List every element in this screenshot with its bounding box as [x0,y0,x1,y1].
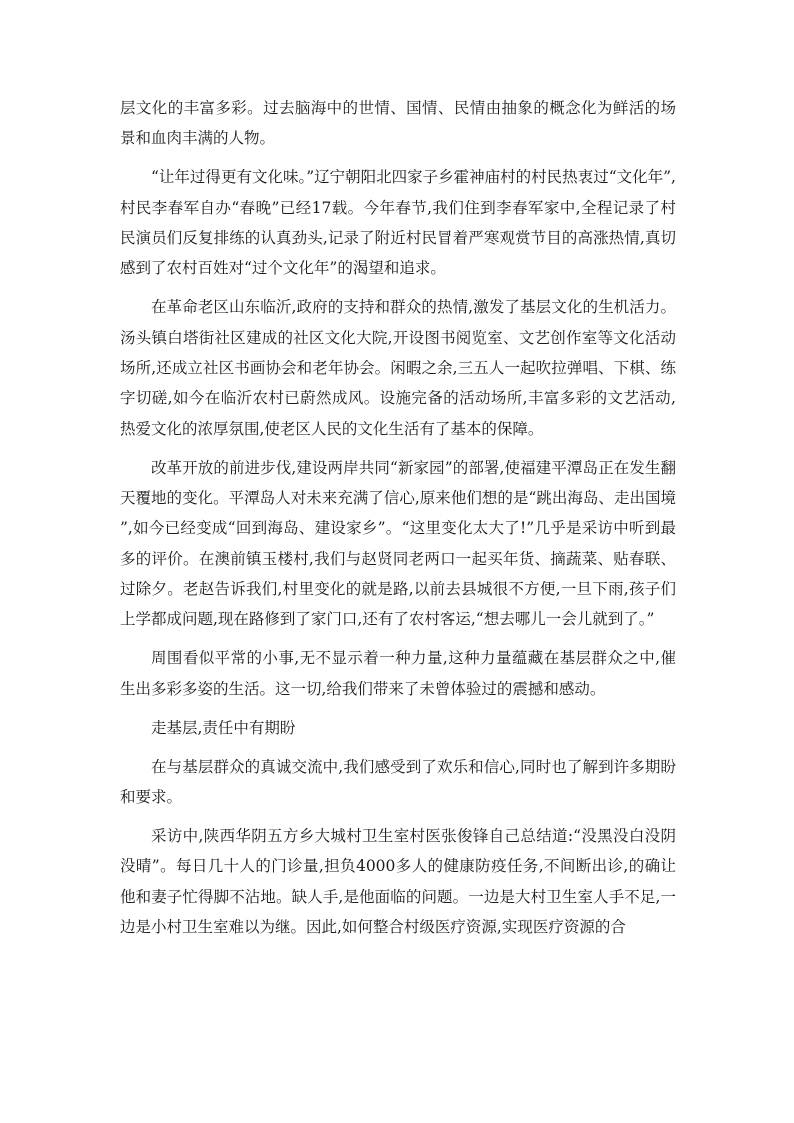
paragraph-linyi: 在革命老区山东临沂,政府的支持和群众的热情,激发了基层文化的生机活力。汤头镇白塔街社区建成的社区文化大院,开设图书阅览室、文艺创作室等文化活动场所,还成立社区书画协会和老年协会。闲暇之余,三五人一起吹拉弹唱、下棋、练字切磋,如今在临沂农村已蔚然成风。设施完备的活动场所,丰富多彩的文艺活动,热爱文化的浓厚氛围,使老区人民的文化生活有了基本的保障。 [120,298,676,438]
article-body [120,93,676,951]
paragraph-village-doctor: 采访中,陕西华阴五方乡大城村卫生室村医张俊锋自己总结道:“没黑没白没阴没晴”。每日几十人的门诊量,担负4000多人的健康防疫任务,不间断出诊,的确让他和妻子忙得脚不沾地。缺人手,是他面临的问题。一边是大村卫生室人手不足,一边是小村卫生室难以为继。因此,如何整合村级医疗资源,实现医疗资源的合 [120,827,676,936]
paragraph-culture-year: “让年过得更有文化味。”辽宁朝阳北四家子乡霍神庙村的村民热衷过“文化年”,村民李春军自办“春晚”已经17载。今年春节,我们住到李春军家中,全程记录了村民演员们反复排练的认真劲头,记录了附近村民冒着严寒观赏节目的高涨热情,真切感到了农村百姓对“过个文化年”的渴望和追求。 [120,168,676,278]
paragraph-expectations: 在与基层群众的真诚交流中,我们感受到了欢乐和信心,同时也了解到许多期盼和要求。 [120,757,676,807]
paragraph-power: 周围看似平常的小事,无不显示着一种力量,这种力量蕴藏在基层群众之中,催生出多彩多姿的生活。这一切,给我们带来了未曾体验过的震撼和感动。 [120,649,676,698]
section-heading: 走基层,责任中有期盼 [151,718,296,737]
paragraph-continuation: 层文化的丰富多彩。过去脑海中的世情、国情、民情由抽象的概念化为鲜活的场景和血肉丰满的人物。 [120,99,676,148]
paragraph-pingtan: 改革开放的前进步伐,建设两岸共同“新家园”的部署,使福建平潭岛正在发生翻天覆地的变化。平潭岛人对未来充满了信心,原来他们想的是“跳出海岛、走出国境”,如今已经变成“回到海岛、建设家乡”。“这里变化太大了!”几乎是采访中听到最多的评价。在澳前镇玉楼村,我们与赵贤同老两口一起买年货、摘蔬菜、贴春联、过除夕。老赵告诉我们,村里变化的就是路,以前去县城很不方便,一旦下雨,孩子们上学都成问题,现在路修到了家门口,还有了农村客运,“想去哪儿一会儿就到了。” [120,458,676,629]
